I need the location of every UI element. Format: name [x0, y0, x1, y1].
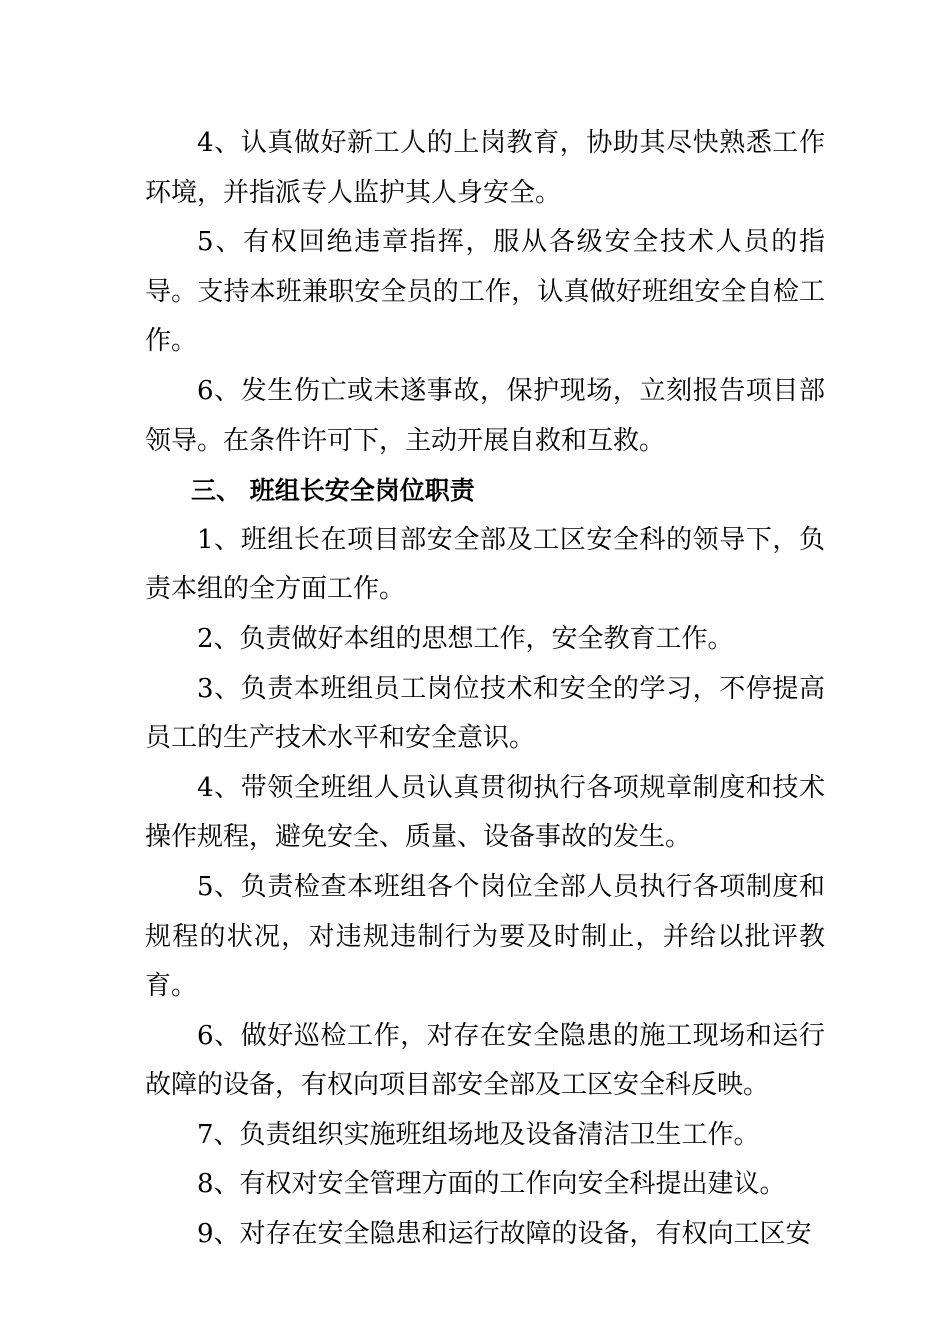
duty-item-8: 8、有权对安全管理方面的工作向安全科提出建议。	[197, 1169, 786, 1200]
duty-item-3: 3、负责本班组员工岗位技术和安全的学习，不停提高员工的生产技术水平和安全意识。	[145, 673, 825, 754]
duty-item-9: 9、对存在安全隐患和运行故障的设备，有权向工区安	[197, 1219, 812, 1250]
duty-item-4: 4、带领全班组人员认真贯彻执行各项规章制度和技术操作规程，避免安全、质量、设备事故的发生。	[145, 772, 825, 853]
document-body	[145, 119, 825, 1260]
duty-item-1: 1、班组长在项目部安全部及工区安全科的领导下，负责本组的全方面工作。	[145, 524, 825, 605]
duty-item-6: 6、做好巡检工作，对存在安全隐患的施工现场和运行故障的设备，有权向项目部安全部及工区安全科反映。	[145, 1020, 825, 1101]
duty-item-2: 2、负责做好本组的思想工作，安全教育工作。	[197, 623, 734, 654]
duty-item-5: 5、负责检查本班组各个岗位全部人员执行各项制度和规程的状况，对违规违制行为要及时制止，并给以批评教育。	[145, 871, 825, 1002]
paragraph-item-4: 4、认真做好新工人的上岗教育，协助其尽快熟悉工作环境，并指派专人监护其人身安全。	[145, 128, 825, 208]
paragraph-item-6: 6、发生伤亡或未遂事故，保护现场，立刻报告项目部领导。在条件许可下，主动开展自救和互救。	[145, 375, 825, 456]
duty-item-7: 7、负责组织实施班组场地及设备清洁卫生工作。	[197, 1119, 760, 1150]
section-heading: 三、 班组长安全岗位职责	[191, 476, 475, 506]
paragraph-item-5: 5、有权回绝违章指挥，服从各级安全技术人员的指导。支持本班兼职安全员的工作，认真做好班组安全自检工作。	[145, 227, 825, 357]
